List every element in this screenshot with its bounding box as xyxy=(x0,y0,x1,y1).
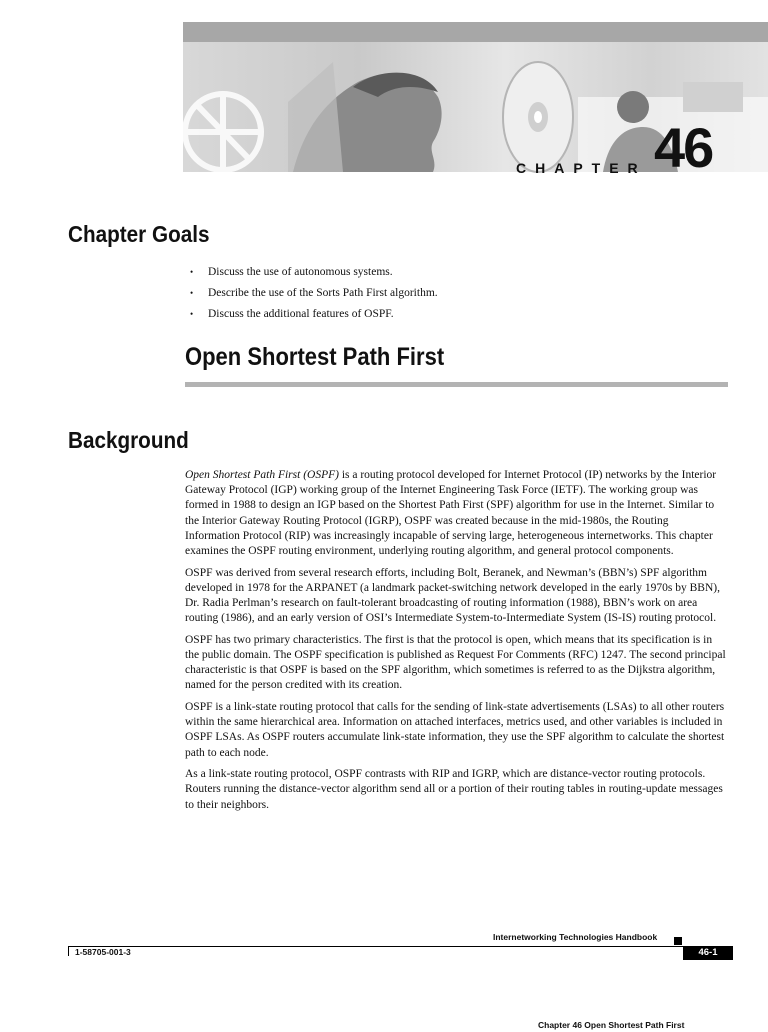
goal-text: Discuss the use of autonomous systems. xyxy=(208,266,393,278)
footer-tick xyxy=(68,946,69,956)
bullet-icon: • xyxy=(190,309,194,319)
banner-top-bar xyxy=(183,22,768,42)
background-heading: Background xyxy=(68,427,189,453)
paragraph xyxy=(185,468,726,559)
paragraph-text: is a routing protocol developed for Internet Protocol (IP) networks by the Interior Gateway Protocol (IGP) working group of the Internet Engineering Task Force (IETF). The working group was formed in 1988 to design an IGP based on the Shortest Path First (SPF) algorithm for use in the Internet. Similar to the Interior Gateway Routing Protocol (IGRP), OSPF was created because in the mid-1980s, the Routing Information Protocol (RIP) was increasingly incapable of serving large, heterogeneous internetworks. This chapter examines the OSPF routing environment, underlying routing algorithm, and general protocol components. xyxy=(185,469,717,558)
list-item xyxy=(185,304,725,325)
paragraph: OSPF has two primary characteristics. The first is that the protocol is open, which means that its specification is in the public domain. The OSPF specification is published as Request For Comments (RFC) 1247. The second principal characteristic is that OSPF is based on the SPF algorithm, which sometimes is referred to as the Dijkstra algorithm, named for the person credited with its creation. xyxy=(185,633,726,692)
chapter-goals-heading: Chapter Goals xyxy=(68,221,210,247)
next-page-header: Chapter 46 Open Shortest Path First xyxy=(538,1020,685,1030)
footer-isbn: 1-58705-001-3 xyxy=(75,947,131,957)
section-title: Open Shortest Path First xyxy=(185,343,445,371)
footer-rule xyxy=(68,946,733,947)
goal-text: Discuss the additional features of OSPF. xyxy=(208,308,394,320)
disc-icon xyxy=(503,62,573,172)
footer-marker xyxy=(674,937,682,945)
footer-book-title: Internetworking Technologies Handbook xyxy=(493,932,658,942)
list-item xyxy=(185,262,725,283)
background-body xyxy=(185,468,726,819)
chapter-number: 46 xyxy=(654,116,713,179)
goal-text: Describe the use of the Sorts Path First algorithm. xyxy=(208,287,438,299)
section-divider xyxy=(185,382,728,387)
term-emphasis: Open Shortest Path First (OSPF) xyxy=(185,469,339,481)
paragraph: As a link-state routing protocol, OSPF contrasts with RIP and IGRP, which are distance-vector routing protocols. Routers running the distance-vector algorithm send all or a portion of their routing tables in routing-update messages to their neighbors. xyxy=(185,768,723,811)
route-sign-icon xyxy=(185,94,261,170)
chapter-label: CHAPTER xyxy=(516,160,647,176)
bullet-icon: • xyxy=(190,267,194,277)
person-silhouette-icon xyxy=(288,62,442,172)
paragraph: OSPF is a link-state routing protocol that calls for the sending of link-state advertisements (LSAs) to all other routers within the same hierarchical area. Information on attached interfaces, metrics used, and other variables is included in OSPF LSAs. As OSPF routers accumulate link-state information, they use the SPF algorithm to calculate the shortest path to each node. xyxy=(185,701,725,759)
chapter-goals-list xyxy=(185,262,725,325)
bullet-icon: • xyxy=(190,288,194,298)
paragraph: OSPF was derived from several research efforts, including Bolt, Beranek, and Newman’s (BBN’s) SPF algorithm developed in 1978 for the ARPANET (a landmark packet-switching network developed in the early 1970s by BBN), Dr. Radia Perlman’s research on fault-tolerant broadcasting of routing information (1988), BBN’s work on area routing (1986), and an early version of OSI’s Intermediate System-to-Intermediate System (IS-IS) routing protocol. xyxy=(185,566,720,625)
list-item xyxy=(185,283,725,304)
page-number: 46-1 xyxy=(683,946,733,960)
